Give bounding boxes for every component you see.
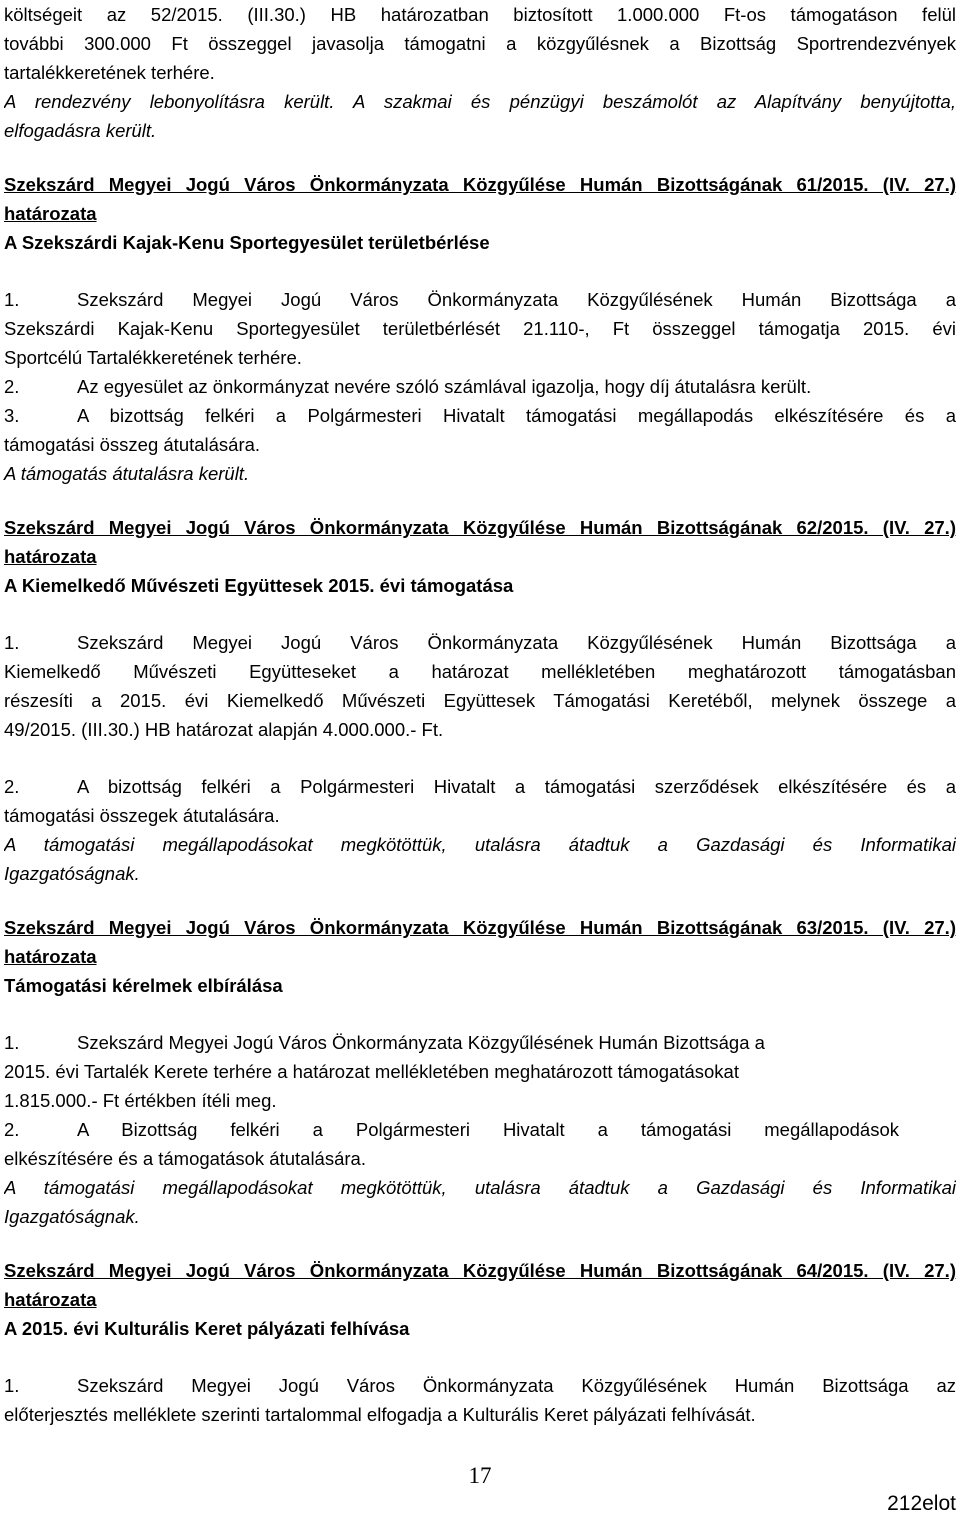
paragraph-line: előterjesztés melléklete szerinti tartalommal elfogadja a Kulturális Keret pályázati felhívását. bbox=[4, 1404, 756, 1425]
paragraph-line: 49/2015. (III.30.) HB határozat alapján 4.000.000.- Ft. bbox=[4, 719, 444, 740]
item-text: Szekszárd Megyei Jogú Város Önkormányzata Közgyűlésének Humán Bizottsága a bbox=[77, 1032, 765, 1053]
item-text: Szekszárd Megyei Jogú Város Önkormányzata Közgyűlésének Humán Bizottsága a bbox=[77, 632, 956, 653]
item-number: 2. bbox=[4, 376, 20, 397]
paragraph-line: Kiemelkedő Művészeti Együtteseket a határozat mellékletében meghatározott támogatásban bbox=[4, 661, 956, 682]
item-number: 2. bbox=[4, 1119, 20, 1140]
document-code: 212elot bbox=[887, 1492, 956, 1515]
status-note: Igazgatóságnak. bbox=[4, 1206, 140, 1227]
status-note: A támogatási megállapodásokat megkötöttük, utalásra átadtuk a Gazdasági és Informatikai bbox=[4, 1177, 956, 1198]
paragraph-line bbox=[4, 285, 956, 314]
paragraph-line bbox=[4, 401, 956, 430]
item-number: 2. bbox=[4, 776, 20, 797]
resolution-heading: Szekszárd Megyei Jogú Város Önkormányzata Közgyűlése Humán Bizottságának 61/2015. (IV. 27.) bbox=[4, 174, 956, 195]
paragraph-line: 1.815.000.- Ft értékben ítéli meg. bbox=[4, 1090, 277, 1111]
item-text: A bizottság felkéri a Polgármesteri Hivatalt támogatási megállapodás elkészítésére és a bbox=[77, 405, 956, 426]
paragraph-line bbox=[4, 1371, 956, 1400]
item-number: 3. bbox=[4, 405, 20, 426]
resolution-title: A 2015. évi Kulturális Keret pályázati felhívása bbox=[4, 1318, 410, 1339]
resolution-section-64 bbox=[4, 1256, 956, 1429]
paragraph-line bbox=[4, 1115, 956, 1144]
item-number: 1. bbox=[4, 289, 20, 310]
resolution-heading-cont: határozata bbox=[4, 1289, 97, 1310]
paragraph-line bbox=[4, 628, 956, 657]
status-note: A támogatás átutalásra került. bbox=[4, 463, 250, 484]
item-number: 1. bbox=[4, 1032, 20, 1053]
status-note: A rendezvény lebonyolításra került. A szakmai és pénzügyi beszámolót az Alapítvány benyújtotta, bbox=[4, 91, 956, 112]
resolution-title: A Szekszárdi Kajak-Kenu Sportegyesület területbérlése bbox=[4, 232, 490, 253]
paragraph-line bbox=[4, 372, 956, 401]
status-note: A támogatási megállapodásokat megkötöttük, utalásra átadtuk a Gazdasági és Informatikai bbox=[4, 834, 956, 855]
paragraph-line: Sportcélú Tartalékkeretének terhére. bbox=[4, 347, 302, 368]
paragraph-line bbox=[4, 1028, 956, 1057]
document-page bbox=[4, 0, 956, 1429]
body-line: további 300.000 Ft összeggel javasolja támogatni a közgyűlésnek a Bizottság Sportrendezvények bbox=[4, 33, 956, 54]
paragraph-line: 2015. évi Tartalék Kerete terhére a határozat mellékletében meghatározott támogatásokat bbox=[4, 1061, 739, 1082]
paragraph-line bbox=[4, 772, 956, 801]
paragraph-line: támogatási összeg átutalására. bbox=[4, 434, 261, 455]
resolution-section-62 bbox=[4, 513, 956, 888]
paragraph-line: elkészítésére és a támogatások átutalására. bbox=[4, 1148, 366, 1169]
item-text: A bizottság felkéri a Polgármesteri Hivatalt a támogatási szerződések elkészítésére és a bbox=[77, 776, 956, 797]
status-note: Igazgatóságnak. bbox=[4, 863, 140, 884]
body-line: tartalékkeretének terhére. bbox=[4, 62, 215, 83]
paragraph-line: támogatási összegek átutalására. bbox=[4, 805, 280, 826]
resolution-heading-cont: határozata bbox=[4, 546, 97, 567]
status-note: elfogadásra került. bbox=[4, 120, 157, 141]
item-number: 1. bbox=[4, 632, 20, 653]
item-text: Az egyesület az önkormányzat nevére szóló számlával igazolja, hogy díj átutalásra került. bbox=[77, 376, 812, 397]
resolution-section-63 bbox=[4, 913, 956, 1231]
item-number: 1. bbox=[4, 1375, 20, 1396]
item-text: Szekszárd Megyei Jogú Város Önkormányzata Közgyűlésének Humán Bizottsága az bbox=[77, 1375, 956, 1396]
resolution-heading: Szekszárd Megyei Jogú Város Önkormányzata Közgyűlése Humán Bizottságának 64/2015. (IV. 27.) bbox=[4, 1260, 956, 1281]
resolution-heading: Szekszárd Megyei Jogú Város Önkormányzata Közgyűlése Humán Bizottságának 62/2015. (IV. 27.) bbox=[4, 517, 956, 538]
paragraph-line: részesíti a 2015. évi Kiemelkedő Művészeti Együttesek Támogatási Keretéből, melynek összege a bbox=[4, 690, 956, 711]
resolution-section-61 bbox=[4, 170, 956, 488]
resolution-heading-cont: határozata bbox=[4, 203, 97, 224]
resolution-title: Támogatási kérelmek elbírálása bbox=[4, 975, 283, 996]
item-text: A Bizottság felkéri a Polgármesteri Hivatalt a támogatási megállapodások bbox=[77, 1119, 899, 1140]
page-number: 17 bbox=[468, 1463, 492, 1488]
paragraph-line: Szekszárdi Kajak-Kenu Sportegyesület területbérlését 21.110-, Ft összeggel támogatja 2015. évi bbox=[4, 318, 956, 339]
resolution-heading-cont: határozata bbox=[4, 946, 97, 967]
item-text: Szekszárd Megyei Jogú Város Önkormányzata Közgyűlésének Humán Bizottsága a bbox=[77, 289, 956, 310]
body-line: költségeit az 52/2015. (III.30.) HB határozatban biztosított 1.000.000 Ft-os támogatáson felül bbox=[4, 4, 956, 25]
resolution-heading: Szekszárd Megyei Jogú Város Önkormányzata Közgyűlése Humán Bizottságának 63/2015. (IV. 27.) bbox=[4, 917, 956, 938]
resolution-title: A Kiemelkedő Művészeti Együttesek 2015. évi támogatása bbox=[4, 575, 514, 596]
